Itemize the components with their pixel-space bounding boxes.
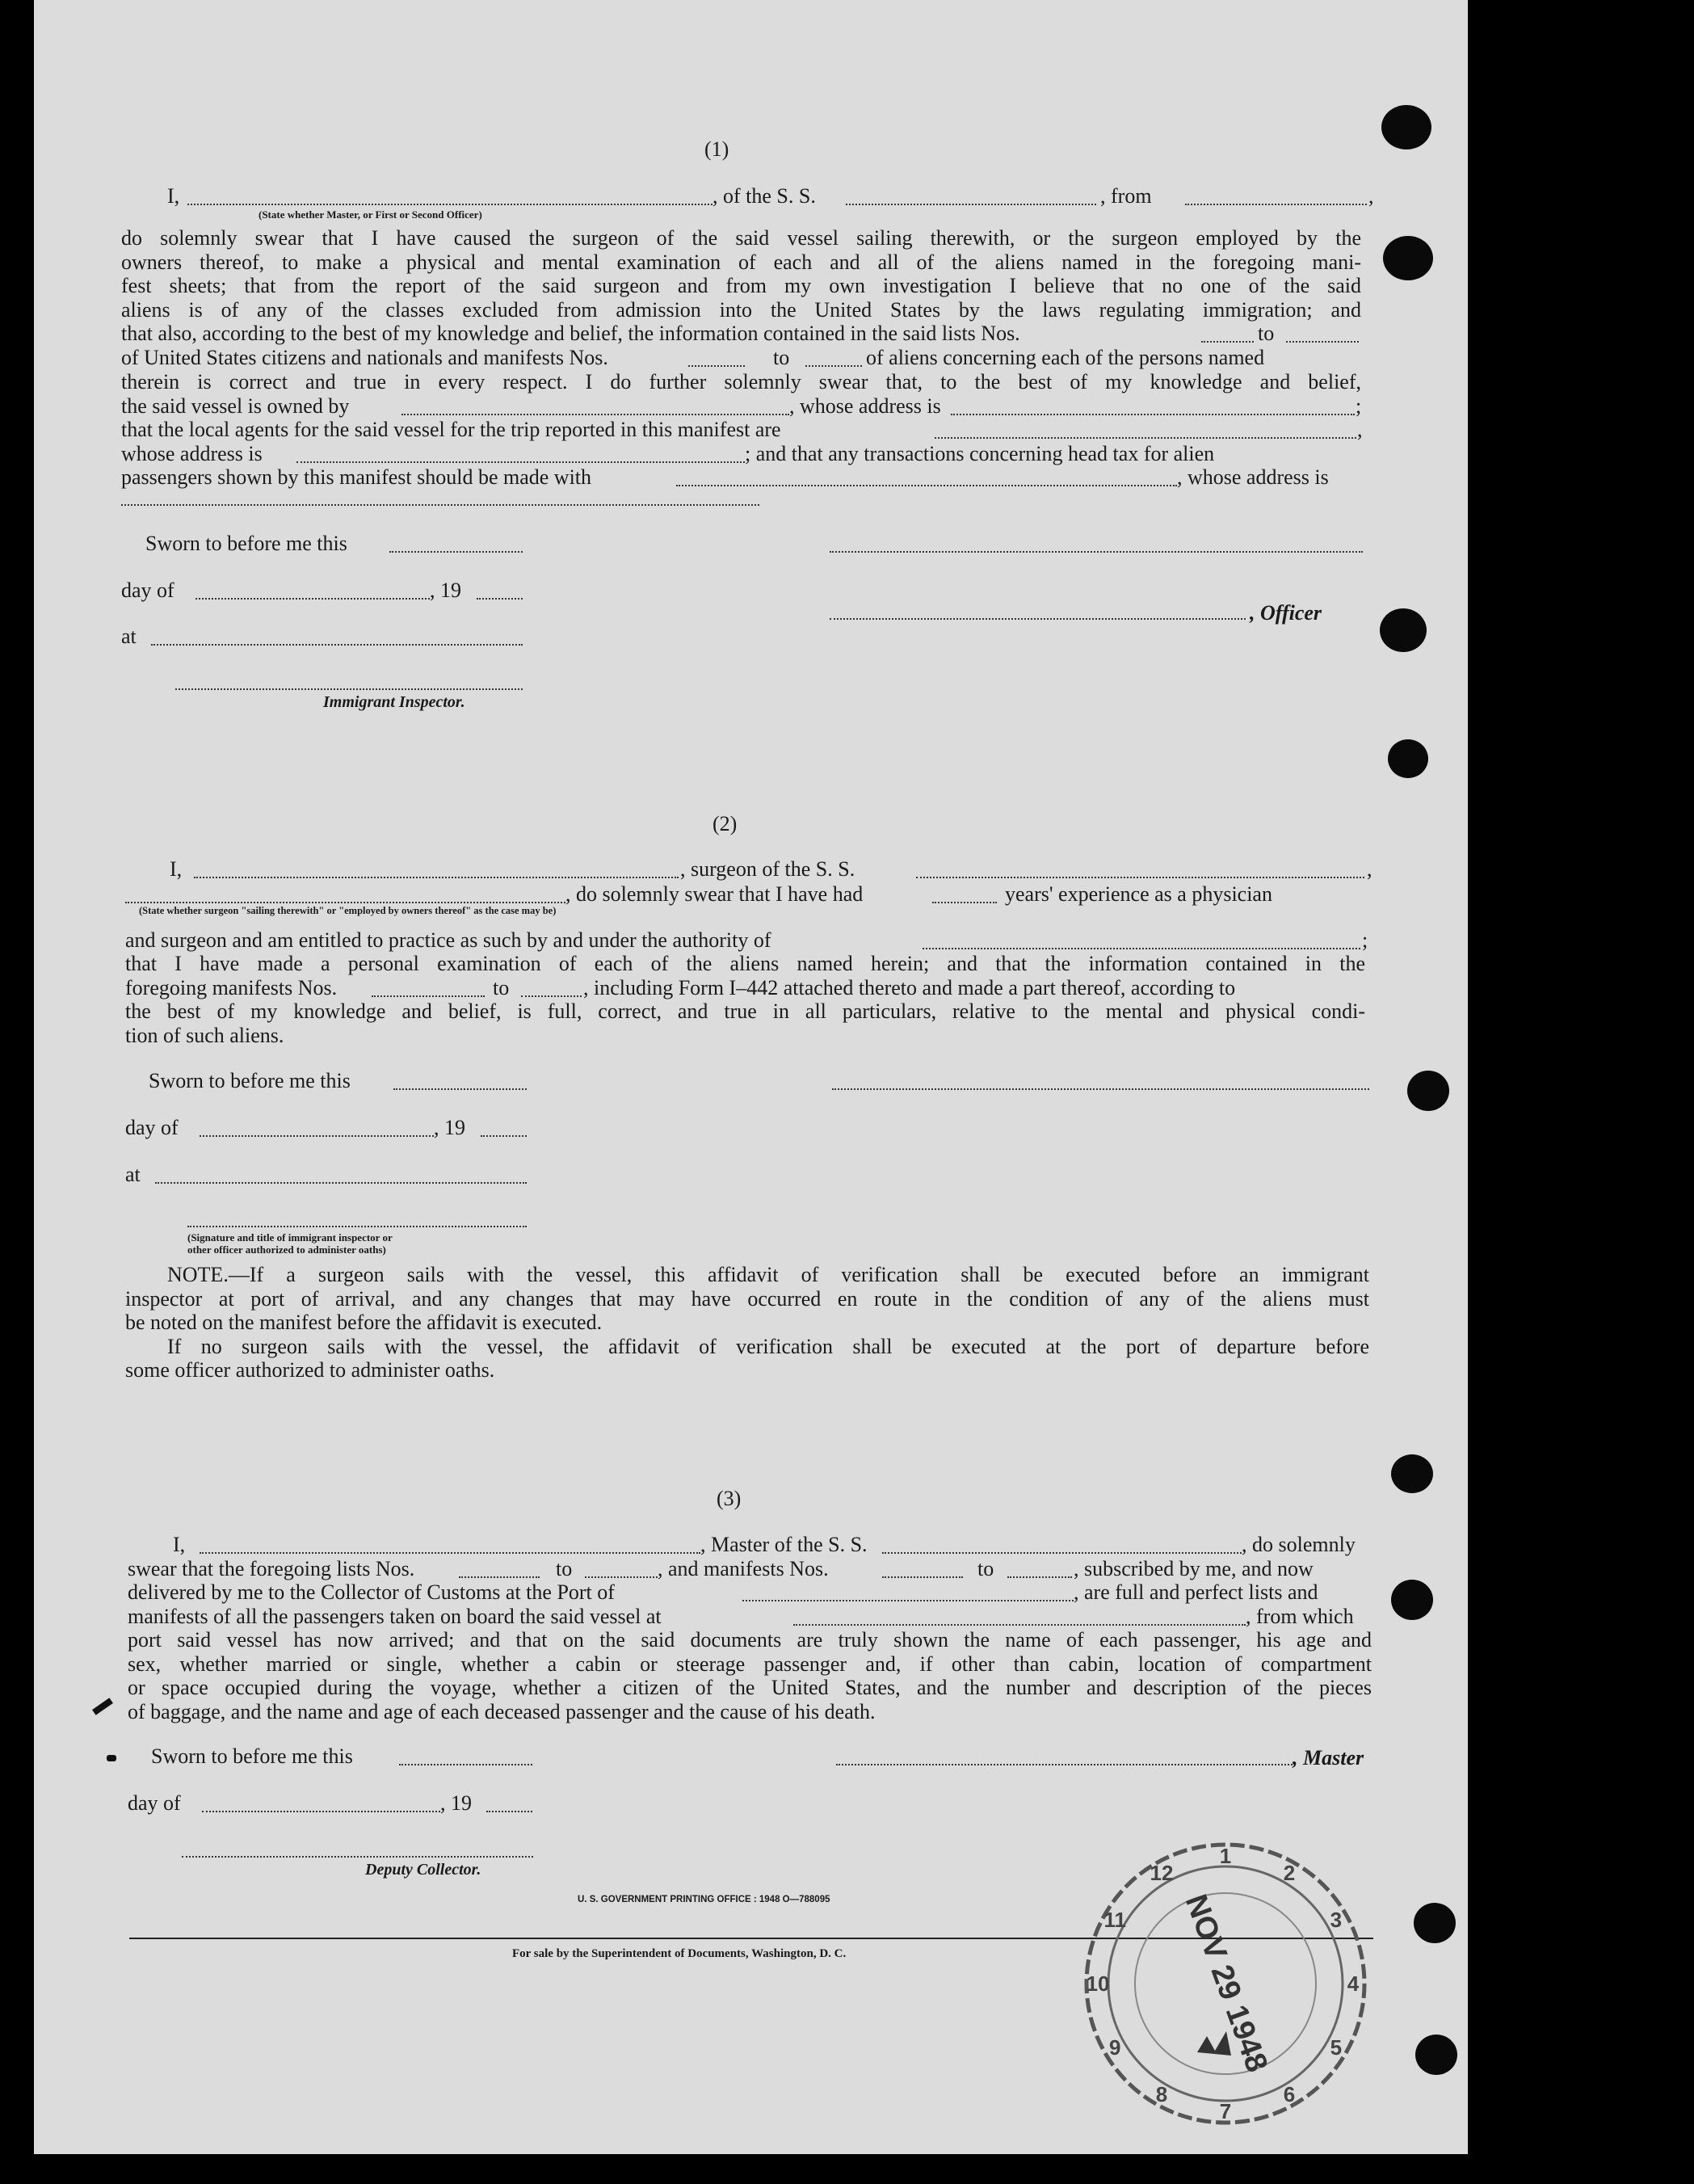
stamp-hour-number: 5 <box>1330 2035 1343 2060</box>
stamp-hour-number: 8 <box>1155 2081 1168 2106</box>
s1-officer-name-field[interactable] <box>187 204 712 205</box>
punch-hole-6 <box>1391 1454 1433 1493</box>
section-2-number: (2) <box>712 812 738 835</box>
s2-note-line-3: be noted on the manifest before the affidavit is executed. <box>125 1311 603 1334</box>
s3-intro-i: I, <box>173 1533 186 1556</box>
gpo-imprint: U. S. GOVERNMENT PRINTING OFFICE : 1948 O—788095 <box>578 1895 830 1904</box>
stamp-graphic <box>1076 1834 1375 2133</box>
s3-l4a: manifests of all the passengers taken on board the said vessel at <box>128 1605 662 1628</box>
s3-collector-sign-field[interactable] <box>182 1856 533 1858</box>
bleed-through-text <box>179 109 190 140</box>
s1-officer-title-field[interactable] <box>830 618 1246 620</box>
s3-oath-paragraph <box>128 1628 1372 1723</box>
s1-line-10a: whose address is <box>121 442 263 465</box>
s2-day-of-field[interactable] <box>200 1135 434 1137</box>
stamp-hour-number: 12 <box>1150 1861 1174 1886</box>
s3-deputy-label: Deputy Collector. <box>365 1861 481 1879</box>
manifest-page <box>34 0 1468 2154</box>
s3-line-6: sex, whether married or single, whether a cabin or steerage passenger and, if other than cabin, location of compartment <box>128 1652 1372 1676</box>
s3-master-label: , Master <box>1293 1746 1364 1770</box>
s1-comma: , <box>1368 184 1374 208</box>
s1-at-field[interactable] <box>151 644 523 646</box>
s1-year-prefix: , 19 <box>430 579 461 602</box>
s2-year-prefix: , 19 <box>434 1116 465 1139</box>
punch-hole-2 <box>1383 236 1433 280</box>
s2-surgeon-note: (State whether surgeon "sailing therewith" or "employed by owners thereof" as the case may be) <box>139 905 557 916</box>
s2-note-paragraph <box>125 1263 1369 1382</box>
s2-line-2a: , do solemnly swear that I have had <box>565 882 864 906</box>
s1-line-6a: of United States citizens and nationals and manifests Nos. <box>121 346 608 369</box>
s2-at-field[interactable] <box>155 1182 527 1184</box>
s2-intro-i: I, <box>170 857 183 881</box>
stamp-hour-number: 10 <box>1086 1971 1110 1996</box>
stamp-hour-number: 6 <box>1283 2081 1296 2106</box>
s2-line-2b: years' experience as a physician <box>1005 882 1272 906</box>
s1-line-7: therein is correct and true in every respect. I do further solemnly swear that, to the best of my knowledge and belief, <box>121 370 1361 393</box>
s1-line-3: fest sheets; that from the report of the said surgeon and from my own investigation I believe that no one of the said <box>121 274 1361 297</box>
s3-l2d: to <box>977 1557 994 1580</box>
s1-manifest-from-field[interactable] <box>688 365 745 367</box>
section-1-number: (1) <box>704 137 729 161</box>
s1-headtax-field[interactable] <box>676 485 1177 486</box>
s1-officer-note: (State whether Master, or First or Second Officer) <box>259 208 482 221</box>
punch-hole-9 <box>1415 2035 1457 2075</box>
s3-master-of: , Master of the S. S. <box>700 1533 868 1556</box>
s1-line-4: aliens is of any of the classes excluded from admission into the United States by the laws regulating immigration; and <box>121 297 1361 322</box>
s1-manifest-to-field[interactable] <box>805 365 862 367</box>
date-received-stamp <box>1076 1834 1375 2133</box>
s1-list-from-field[interactable] <box>1201 341 1254 343</box>
s3-year-prefix: , 19 <box>440 1791 472 1815</box>
s2-sworn-label: Sworn to before me this <box>149 1069 351 1092</box>
s1-line-8b: , whose address is <box>789 394 941 418</box>
s3-master-sign-field[interactable] <box>836 1764 1293 1765</box>
s2-manifest-to-field[interactable] <box>521 995 582 997</box>
s1-line-1: do solemnly swear that I have caused the surgeon of the said vessel sailing therewith, or the surgeon employed by the <box>121 226 1361 250</box>
s3-l2b: to <box>556 1557 573 1580</box>
s2-comma: , <box>1367 857 1372 881</box>
s1-from: , from <box>1100 184 1152 208</box>
s1-headtax-address-field[interactable] <box>121 504 759 506</box>
s2-at-label: at <box>125 1163 141 1186</box>
s1-vessel-name-field[interactable] <box>846 204 1096 205</box>
pen-mark <box>92 1698 113 1715</box>
s2-authority-field[interactable] <box>923 948 1360 949</box>
s2-vessel-name-field[interactable] <box>916 877 1364 878</box>
s2-note-line-1: NOTE.—If a surgeon sails with the vessel, this affidavit of verification shall be executed before an immigrant <box>167 1263 1369 1286</box>
s1-sworn-label: Sworn to before me this <box>145 532 347 555</box>
s2-surgeon-status-field[interactable] <box>125 902 565 903</box>
s3-year-field[interactable] <box>486 1811 532 1812</box>
pen-mark-small <box>107 1755 116 1761</box>
s2-year-field[interactable] <box>481 1135 527 1137</box>
s1-intro-i: I, <box>167 184 180 208</box>
punch-hole-8 <box>1414 1903 1456 1943</box>
sale-notice: For sale by the Superintendent of Documents, Washington, D. C. <box>512 1947 847 1960</box>
s3-sworn-day-field[interactable] <box>399 1764 532 1765</box>
s1-owner-field[interactable] <box>401 414 789 415</box>
s1-inspector-label: Immigrant Inspector. <box>323 693 465 711</box>
s2-surgeon-name-field[interactable] <box>194 877 679 878</box>
s1-agents-address-field[interactable] <box>296 461 745 463</box>
s2-surgeon-sign-field[interactable] <box>832 1088 1369 1090</box>
s3-do-solemnly: , do solemnly <box>1242 1533 1356 1556</box>
s1-line-6b: to <box>773 346 790 369</box>
section-3-number: (3) <box>717 1487 742 1510</box>
s2-line-3b: ; <box>1362 928 1368 952</box>
s3-sworn-label: Sworn to before me this <box>151 1744 353 1768</box>
stamp-hour-number: 11 <box>1103 1908 1126 1932</box>
s1-year-field[interactable] <box>477 598 523 600</box>
stamp-hour-number: 1 <box>1219 1844 1232 1868</box>
stamp-hour-number: 9 <box>1108 2035 1121 2060</box>
s1-line-10b: ; and that any transactions concerning head tax for alien <box>745 442 1215 465</box>
s1-line-7-wrap <box>121 370 1361 394</box>
s3-master-name-field[interactable] <box>200 1552 700 1554</box>
s2-line-5c: , including Form I–442 attached thereto and made a part thereof, according to <box>583 976 1236 999</box>
s3-manifest-to-field[interactable] <box>1007 1576 1072 1578</box>
s1-line-9b: , <box>1357 418 1363 441</box>
s1-line-8a: the said vessel is owned by <box>121 394 350 418</box>
s2-sworn-day-field[interactable] <box>393 1088 527 1090</box>
s2-note2-line-2: some officer authorized to administer oaths. <box>125 1358 495 1382</box>
s1-of-ss: , of the S. S. <box>712 184 816 208</box>
s1-line-5a: that also, according to the best of my knowledge and belief, the information contained in the said lists Nos. <box>121 322 1020 345</box>
s1-line-8c: ; <box>1356 394 1362 418</box>
s1-line-9a: that the local agents for the said vessel for the trip reported in this manifest are <box>121 418 781 441</box>
s3-list-from-field[interactable] <box>459 1576 540 1578</box>
s2-years-field[interactable] <box>932 902 997 903</box>
s2-note-line-2: inspector at port of arrival, and any changes that may have occurred en route in the condition of any of the aliens must <box>125 1286 1369 1311</box>
punch-hole-1 <box>1381 105 1431 149</box>
s1-officer-sign-field[interactable] <box>830 551 1363 553</box>
s3-l2e: , subscribed by me, and now <box>1074 1557 1314 1580</box>
s3-l3a: delivered by me to the Collector of Customs at the Port of <box>128 1580 615 1604</box>
s1-day-of-field[interactable] <box>195 598 430 600</box>
s2-signature-note-2: other officer authorized to administer oaths) <box>187 1243 386 1256</box>
s1-list-to-field[interactable] <box>1286 341 1359 343</box>
s2-line-5a: foregoing manifests Nos. <box>125 976 338 999</box>
punch-hole-7 <box>1391 1580 1433 1620</box>
s3-list-to-field[interactable] <box>585 1576 658 1578</box>
s3-line-5: port said vessel has now arrived; and that on the said documents are truly shown the name of each passenger, his age and <box>128 1628 1372 1652</box>
s2-line-4-wrap <box>125 952 1365 976</box>
punch-hole-4 <box>1388 739 1428 778</box>
s3-l2c: , and manifests Nos. <box>658 1557 829 1580</box>
s2-manifest-from-field[interactable] <box>372 995 485 997</box>
s2-day-of-label: day of <box>125 1116 179 1139</box>
s1-officer-label: , Officer <box>1250 601 1322 625</box>
s2-closing-paragraph <box>125 999 1365 1047</box>
s1-line-11a: passengers shown by this manifest should be made with <box>121 465 592 489</box>
s1-from-port-field[interactable] <box>1185 204 1367 205</box>
s1-line-11b: , whose address is <box>1177 465 1329 489</box>
stamp-hour-number: 3 <box>1330 1908 1343 1932</box>
s2-line-6: the best of my knowledge and belief, is full, correct, and true in all particulars, relative to the mental and physical condi- <box>125 999 1365 1023</box>
s3-manifest-from-field[interactable] <box>882 1576 963 1578</box>
s2-line-5b: to <box>493 976 510 999</box>
s3-l3b: , are full and perfect lists and <box>1074 1580 1318 1604</box>
s1-sworn-day-field[interactable] <box>389 551 523 553</box>
s3-l4b: , from which <box>1246 1605 1354 1628</box>
s2-inspector-sign-field[interactable] <box>187 1226 527 1227</box>
s1-at-label: at <box>121 625 137 648</box>
s2-note2-line-1: If no surgeon sails with the vessel, the affidavit of verification shall be executed at the port of departure before <box>167 1334 1369 1358</box>
s2-line-3a: and surgeon and am entitled to practice as such by and under the authority of <box>125 928 771 952</box>
s3-vessel-name-field[interactable] <box>882 1552 1242 1554</box>
s3-day-of-label: day of <box>128 1791 181 1815</box>
s3-day-of-field[interactable] <box>202 1811 440 1812</box>
s1-inspector-sign-field[interactable] <box>175 688 523 690</box>
s1-oath-paragraph <box>121 226 1361 322</box>
s1-line-2: owners thereof, to make a physical and mental examination of each and all of the aliens named in the foregoing mani- <box>121 250 1361 274</box>
s3-l2a: swear that the foregoing lists Nos. <box>128 1557 415 1580</box>
s1-line-6c: of aliens concerning each of the persons named <box>866 346 1265 369</box>
stamp-hour-number: 7 <box>1219 2099 1232 2123</box>
s3-line-8: of baggage, and the name and age of each deceased passenger and the cause of his death. <box>128 1699 876 1723</box>
s3-port-field[interactable] <box>742 1600 1074 1601</box>
punch-hole-3 <box>1380 608 1427 652</box>
s3-embark-port-field[interactable] <box>793 1624 1246 1626</box>
s1-owner-address-field[interactable] <box>951 414 1355 415</box>
s2-line-4: that I have made a personal examination of each of the aliens named herein; and that the information contained in the <box>125 952 1365 975</box>
s1-line-5b: to <box>1258 322 1275 345</box>
stamp-date: NOV 29 1948 <box>1178 1890 1275 2077</box>
punch-hole-5 <box>1407 1071 1449 1111</box>
s2-signature-note-1: (Signature and title of immigrant inspector or <box>187 1231 393 1243</box>
stamp-hour-number: 4 <box>1347 1971 1360 1996</box>
s2-line-7: tion of such aliens. <box>125 1023 284 1047</box>
s2-surgeon-of: , surgeon of the S. S. <box>680 857 855 881</box>
s1-day-of-label: day of <box>121 579 174 602</box>
stamp-hour-number: 2 <box>1283 1861 1296 1886</box>
s1-agents-field[interactable] <box>935 437 1356 439</box>
s3-line-7: or space occupied during the voyage, whether a citizen of the United States, and the number and description of the pieces <box>128 1676 1372 1699</box>
